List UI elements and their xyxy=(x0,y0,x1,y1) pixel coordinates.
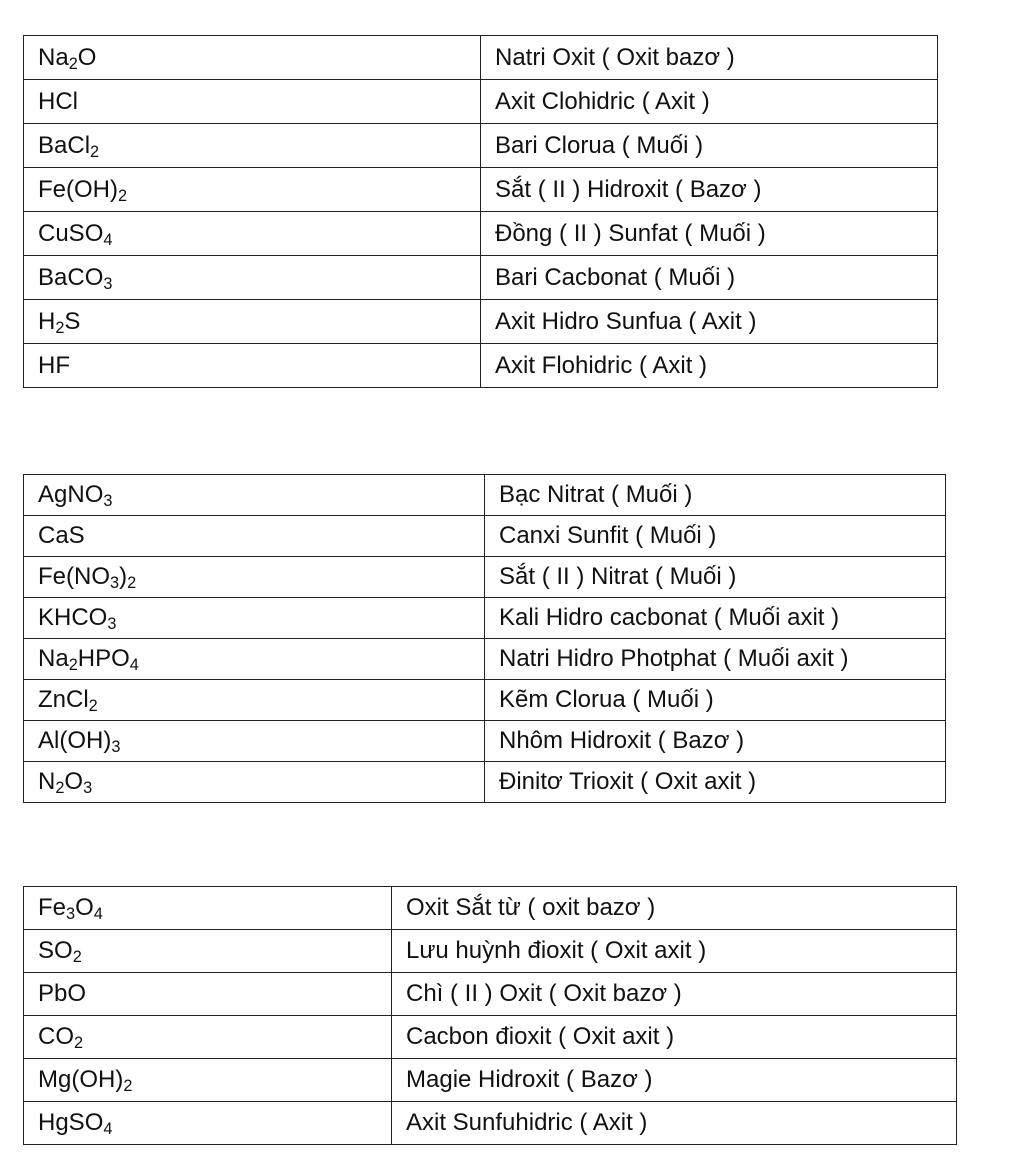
formula-cell xyxy=(24,124,481,168)
formula-text: N xyxy=(38,768,56,795)
table-row xyxy=(24,344,938,388)
formula-text: HF xyxy=(38,351,70,379)
compound-name-cell: Đinitơ Trioxit ( Oxit axit ) xyxy=(485,762,946,803)
formula-subscript: 4 xyxy=(103,230,113,249)
table-row xyxy=(24,680,946,721)
formula-text: CaS xyxy=(38,522,85,549)
compound-name-cell: Natri Hidro Photphat ( Muối axit ) xyxy=(485,639,946,680)
table-row xyxy=(24,598,946,639)
compound-table-2 xyxy=(23,474,946,803)
formula-text: S xyxy=(64,307,81,335)
formula-subscript: 2 xyxy=(74,1034,84,1053)
compound-name-cell: Axit Flohidric ( Axit ) xyxy=(481,344,938,388)
formula-text: Fe(NO xyxy=(38,563,110,590)
formula-cell xyxy=(24,475,485,516)
formula-text: HPO xyxy=(77,645,130,672)
table-row xyxy=(24,762,946,803)
formula-cell xyxy=(24,1102,392,1145)
table-row xyxy=(24,1059,957,1102)
compound-name-cell: Bari Cacbonat ( Muối ) xyxy=(481,256,938,300)
formula-cell xyxy=(24,256,481,300)
table-row xyxy=(24,80,938,124)
formula-text: BaCl xyxy=(38,131,91,159)
formula-cell xyxy=(24,344,481,388)
compound-table-1 xyxy=(23,35,938,388)
compound-name-cell: Sắt ( II ) Hidroxit ( Bazơ ) xyxy=(481,168,938,212)
formula-text: CO xyxy=(38,1023,74,1050)
formula-text: ) xyxy=(119,563,128,590)
table-row xyxy=(24,256,938,300)
formula-cell xyxy=(24,300,481,344)
formula-subscript: 2 xyxy=(68,54,78,73)
table-body xyxy=(24,36,938,388)
formula-cell xyxy=(24,168,481,212)
formula-cell xyxy=(24,1016,392,1059)
compound-name-cell: Magie Hidroxit ( Bazơ ) xyxy=(392,1059,957,1102)
formula-text: O xyxy=(77,43,97,71)
formula-text: Na xyxy=(38,43,69,71)
formula-text: BaCO xyxy=(38,263,104,291)
formula-text: ZnCl xyxy=(38,686,89,713)
table-row xyxy=(24,1016,957,1059)
table-row xyxy=(24,930,957,973)
table-body xyxy=(24,887,957,1145)
compound-name-cell: Canxi Sunfit ( Muối ) xyxy=(485,516,946,557)
table-row xyxy=(24,300,938,344)
formula-subscript: 4 xyxy=(129,656,139,675)
table-row xyxy=(24,887,957,930)
formula-text: O xyxy=(64,768,84,795)
formula-subscript: 2 xyxy=(127,574,137,593)
formula-text: Fe(OH) xyxy=(38,175,118,203)
formula-subscript: 2 xyxy=(118,186,128,205)
table-row xyxy=(24,721,946,762)
formula-text: HCl xyxy=(38,87,78,115)
compound-name-cell: Oxit Sắt từ ( oxit bazơ ) xyxy=(392,887,957,930)
formula-text: CuSO xyxy=(38,219,104,247)
formula-subscript: 2 xyxy=(90,142,100,161)
formula-text: Mg(OH) xyxy=(38,1066,124,1093)
table-row xyxy=(24,168,938,212)
compound-name-cell: Axit Sunfuhidric ( Axit ) xyxy=(392,1102,957,1145)
formula-text: KHCO xyxy=(38,604,108,631)
formula-cell xyxy=(24,516,485,557)
formula-subscript: 4 xyxy=(103,1120,113,1139)
compound-name-cell: Bari Clorua ( Muối ) xyxy=(481,124,938,168)
formula-subscript: 2 xyxy=(72,948,82,967)
compound-table-3 xyxy=(23,886,957,1145)
compound-name-cell: Cacbon đioxit ( Oxit axit ) xyxy=(392,1016,957,1059)
table-row xyxy=(24,516,946,557)
formula-text: Al(OH) xyxy=(38,727,112,754)
formula-subscript: 3 xyxy=(66,905,76,924)
compound-name-cell: Kẽm Clorua ( Muối ) xyxy=(485,680,946,721)
formula-text: Na xyxy=(38,645,69,672)
compound-name-cell: Nhôm Hidroxit ( Bazơ ) xyxy=(485,721,946,762)
formula-subscript: 2 xyxy=(55,779,65,798)
formula-text: PbO xyxy=(38,980,87,1007)
compound-name-cell: Bạc Nitrat ( Muối ) xyxy=(485,475,946,516)
formula-subscript: 4 xyxy=(93,905,103,924)
formula-text: H xyxy=(38,307,56,335)
table-row xyxy=(24,1102,957,1145)
formula-text: AgNO xyxy=(38,481,104,508)
formula-cell xyxy=(24,557,485,598)
formula-cell xyxy=(24,598,485,639)
table-row xyxy=(24,973,957,1016)
compound-name-cell: Kali Hidro cacbonat ( Muối axit ) xyxy=(485,598,946,639)
formula-text: O xyxy=(75,894,94,921)
formula-cell xyxy=(24,80,481,124)
formula-cell xyxy=(24,721,485,762)
formula-subscript: 3 xyxy=(103,274,113,293)
compound-name-cell: Lưu huỳnh đioxit ( Oxit axit ) xyxy=(392,930,957,973)
formula-cell xyxy=(24,930,392,973)
formula-subscript: 3 xyxy=(83,779,93,798)
compound-name-cell: Axit Clohidric ( Axit ) xyxy=(481,80,938,124)
formula-cell xyxy=(24,639,485,680)
table-row xyxy=(24,639,946,680)
formula-subscript: 2 xyxy=(88,697,98,716)
formula-subscript: 3 xyxy=(110,574,120,593)
table-row xyxy=(24,475,946,516)
compound-name-cell: Đồng ( II ) Sunfat ( Muối ) xyxy=(481,212,938,256)
formula-cell xyxy=(24,762,485,803)
compound-name-cell: Axit Hidro Sunfua ( Axit ) xyxy=(481,300,938,344)
formula-text: SO xyxy=(38,937,73,964)
compound-name-cell: Natri Oxit ( Oxit bazơ ) xyxy=(481,36,938,80)
table-row xyxy=(24,212,938,256)
formula-subscript: 3 xyxy=(107,615,117,634)
formula-cell xyxy=(24,887,392,930)
formula-cell xyxy=(24,680,485,721)
formula-cell xyxy=(24,212,481,256)
formula-subscript: 2 xyxy=(68,656,78,675)
formula-subscript: 2 xyxy=(55,318,65,337)
compound-name-cell: Chì ( II ) Oxit ( Oxit bazơ ) xyxy=(392,973,957,1016)
formula-text: Fe xyxy=(38,894,67,921)
formula-cell xyxy=(24,973,392,1016)
table-row xyxy=(24,557,946,598)
table-row xyxy=(24,36,938,80)
table-row xyxy=(24,124,938,168)
formula-subscript: 3 xyxy=(111,738,121,757)
table-body xyxy=(24,475,946,803)
compound-name-cell: Sắt ( II ) Nitrat ( Muối ) xyxy=(485,557,946,598)
formula-cell xyxy=(24,36,481,80)
formula-subscript: 3 xyxy=(103,492,113,511)
formula-subscript: 2 xyxy=(123,1077,133,1096)
formula-cell xyxy=(24,1059,392,1102)
formula-text: HgSO xyxy=(38,1109,104,1136)
